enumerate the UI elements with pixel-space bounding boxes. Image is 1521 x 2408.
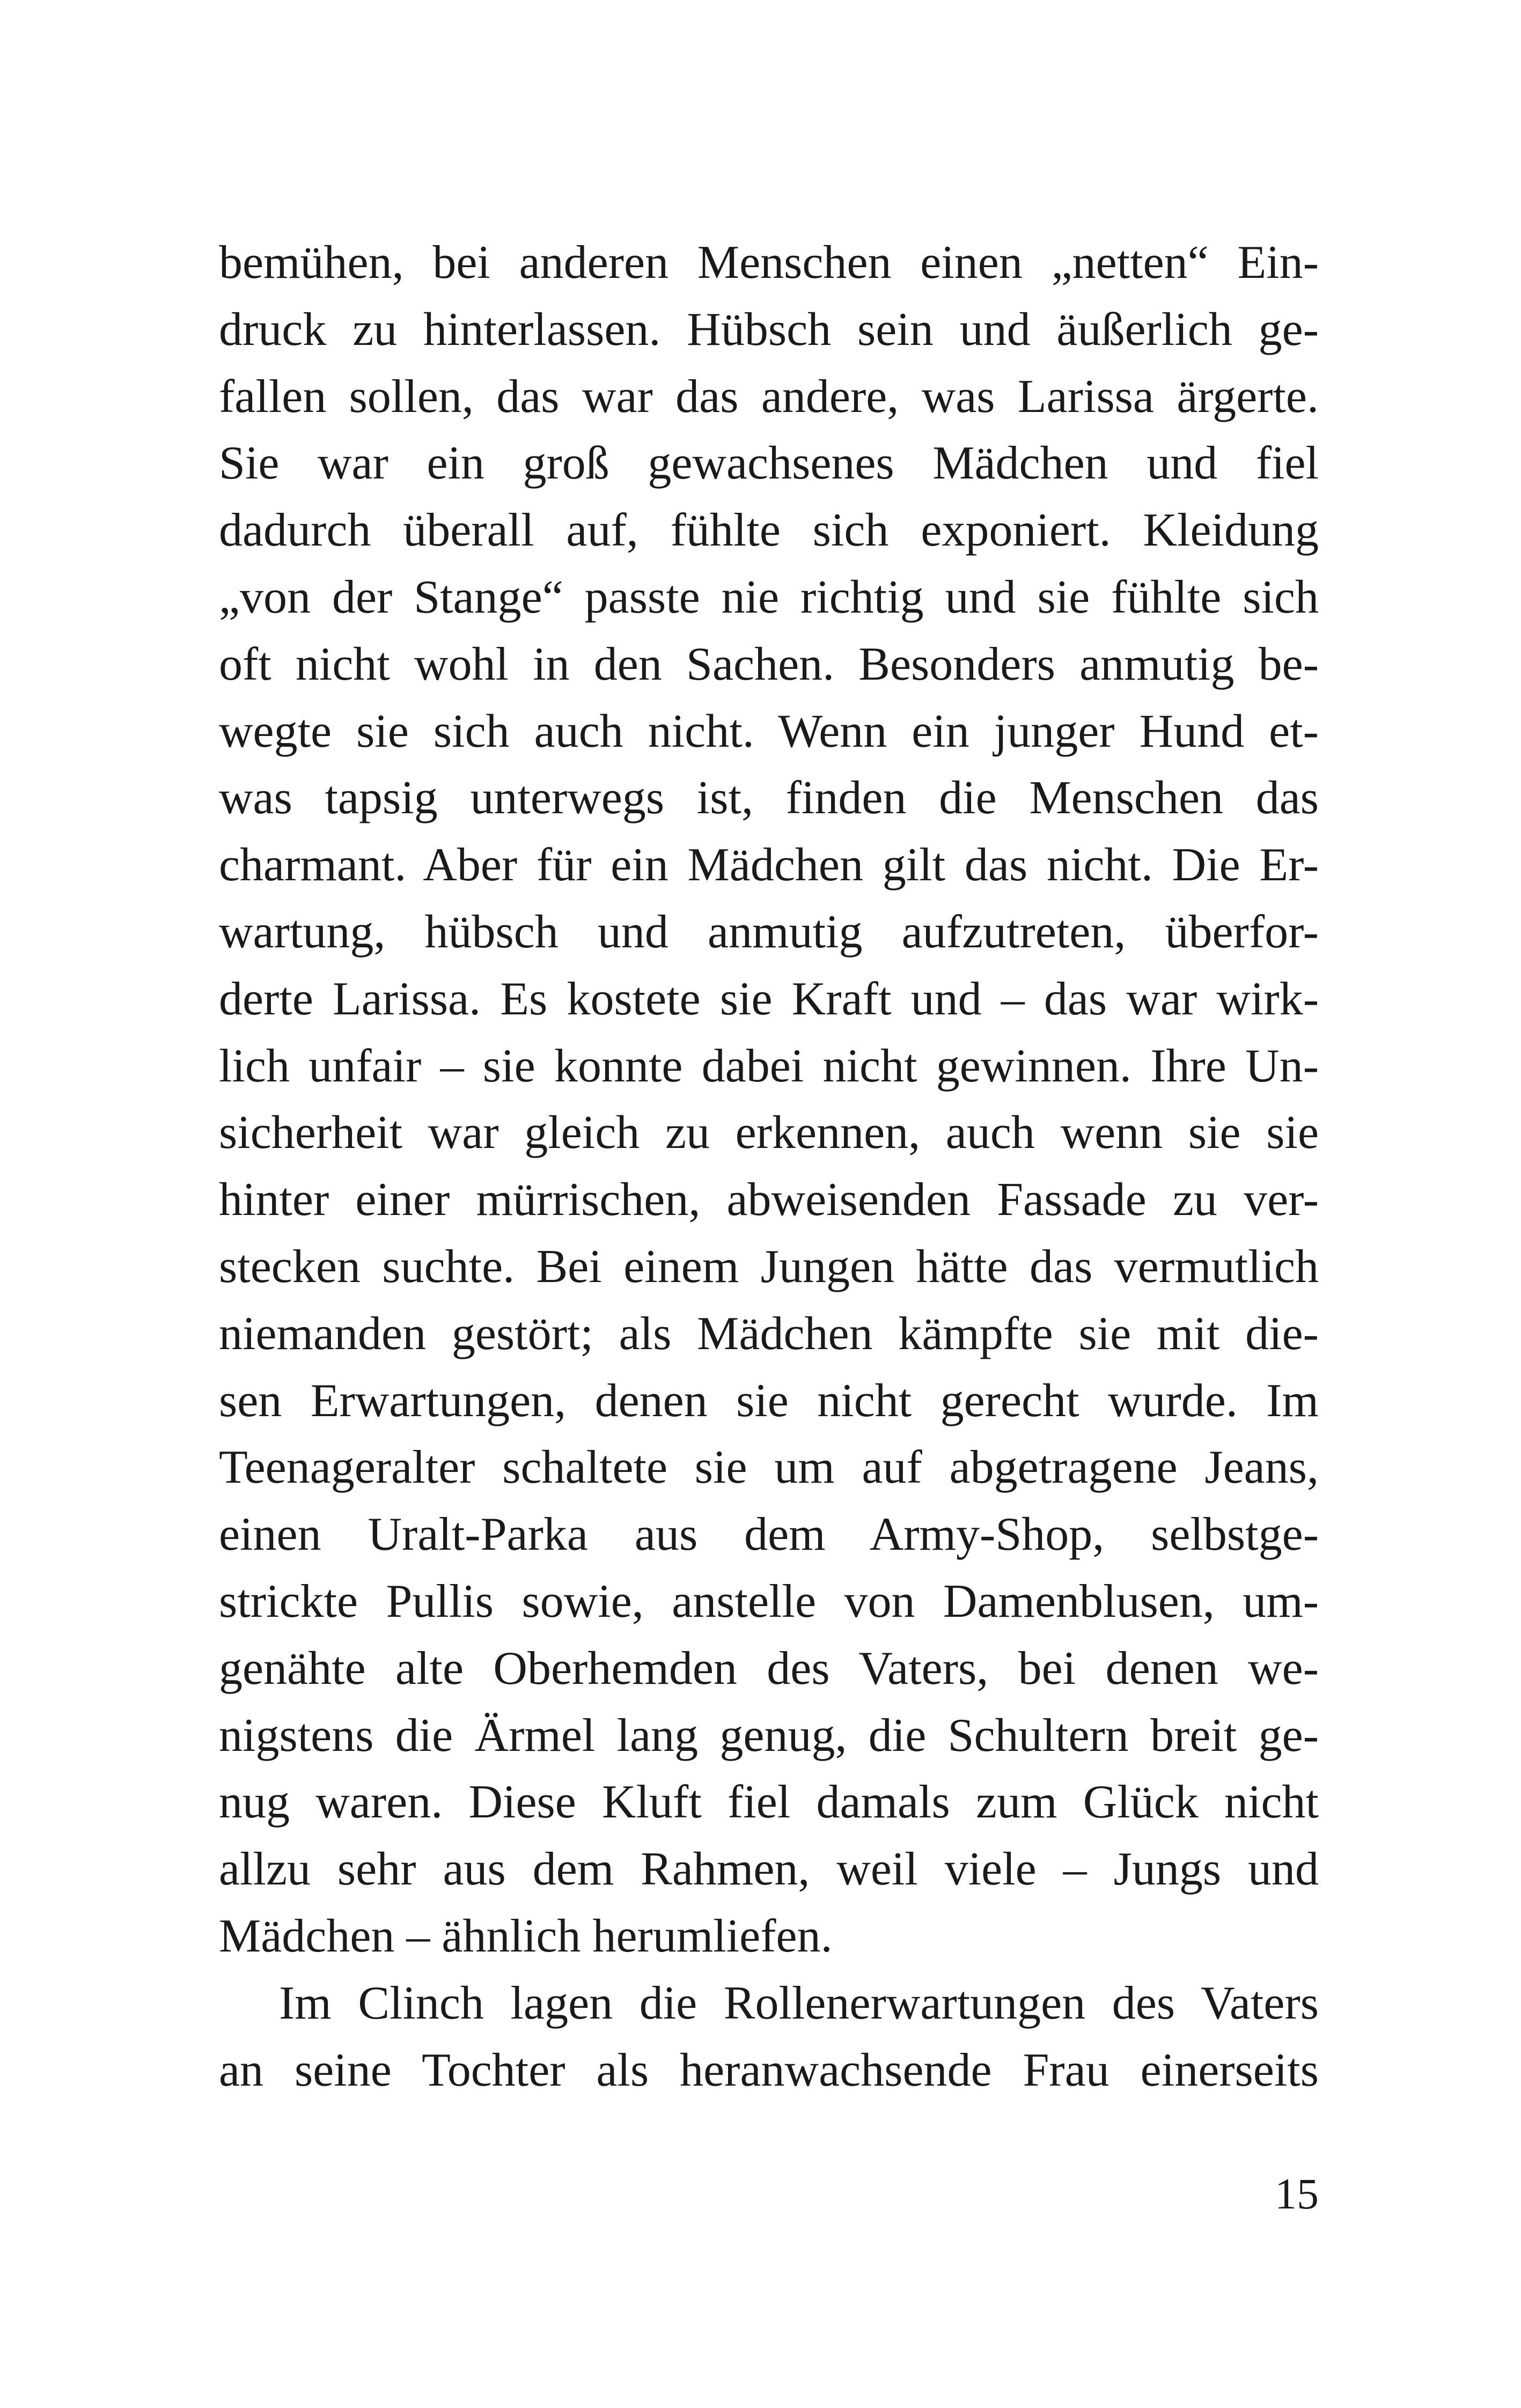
text-line: Teenageralter schaltete sie um auf abgetragene Jeans,: [219, 1441, 1319, 1494]
text-line: allzu sehr aus dem Rahmen, weil viele – Jungs und: [219, 1843, 1319, 1896]
text-line: Sie war ein groß gewachsenes Mädchen und fiel: [219, 437, 1319, 490]
text-line: wegte sie sich auch nicht. Wenn ein junger Hund et-: [219, 705, 1319, 757]
page-number: 15: [1275, 2169, 1319, 2218]
text-line: hinter einer mürrischen, abweisenden Fassade zu ver-: [219, 1174, 1319, 1226]
text-line: dadurch überall auf, fühlte sich exponiert. Kleidung: [219, 504, 1319, 557]
text-line: niemanden gestört; als Mädchen kämpfte sie mit die-: [219, 1307, 1319, 1360]
text-line: druck zu hinterlassen. Hübsch sein und äußerlich ge-: [219, 303, 1319, 356]
text-line: nigstens die Ärmel lang genug, die Schultern breit ge-: [219, 1709, 1319, 1762]
text-line: derte Larissa. Es kostete sie Kraft und – das war wirk-: [219, 973, 1319, 1025]
text-line: Mädchen – ähnlich herumliefen.: [219, 1910, 833, 1962]
body-text: [219, 230, 1319, 2104]
text-line: genähte alte Oberhemden des Vaters, bei denen we-: [219, 1642, 1319, 1695]
text-line: nug waren. Diese Kluft fiel damals zum Glück nicht: [219, 1776, 1319, 1829]
text-line: charmant. Aber für ein Mädchen gilt das nicht. Die Er-: [219, 839, 1319, 892]
text-line: fallen sollen, das war das andere, was Larissa ärgerte.: [219, 370, 1319, 423]
text-line: lich unfair – sie konnte dabei nicht gewinnen. Ihre Un-: [219, 1040, 1319, 1092]
text-line: oft nicht wohl in den Sachen. Besonders anmutig be-: [219, 638, 1319, 690]
text-line: einen Uralt-Parka aus dem Army-Shop, selbstge-: [219, 1508, 1319, 1561]
text-line: Im Clinch lagen die Rollenerwartungen des Vaters: [279, 1977, 1319, 2029]
text-line: sen Erwartungen, denen sie nicht gerecht wurde. Im: [219, 1374, 1319, 1427]
text-line: an seine Tochter als heranwachsende Frau einerseits: [219, 2044, 1319, 2096]
text-line: was tapsig unterwegs ist, finden die Menschen das: [219, 772, 1319, 824]
text-line: wartung, hübsch und anmutig aufzutreten, überfor-: [219, 905, 1319, 958]
text-line: stecken suchte. Bei einem Jungen hätte das vermutlich: [219, 1240, 1319, 1293]
text-line: sicherheit war gleich zu erkennen, auch wenn sie sie: [219, 1107, 1319, 1159]
text-line: „von der Stange“ passte nie richtig und sie fühlte sich: [219, 571, 1319, 623]
text-line: bemühen, bei anderen Menschen einen „netten“ Ein-: [219, 237, 1319, 289]
text-line: strickte Pullis sowie, anstelle von Damenblusen, um-: [219, 1575, 1319, 1628]
